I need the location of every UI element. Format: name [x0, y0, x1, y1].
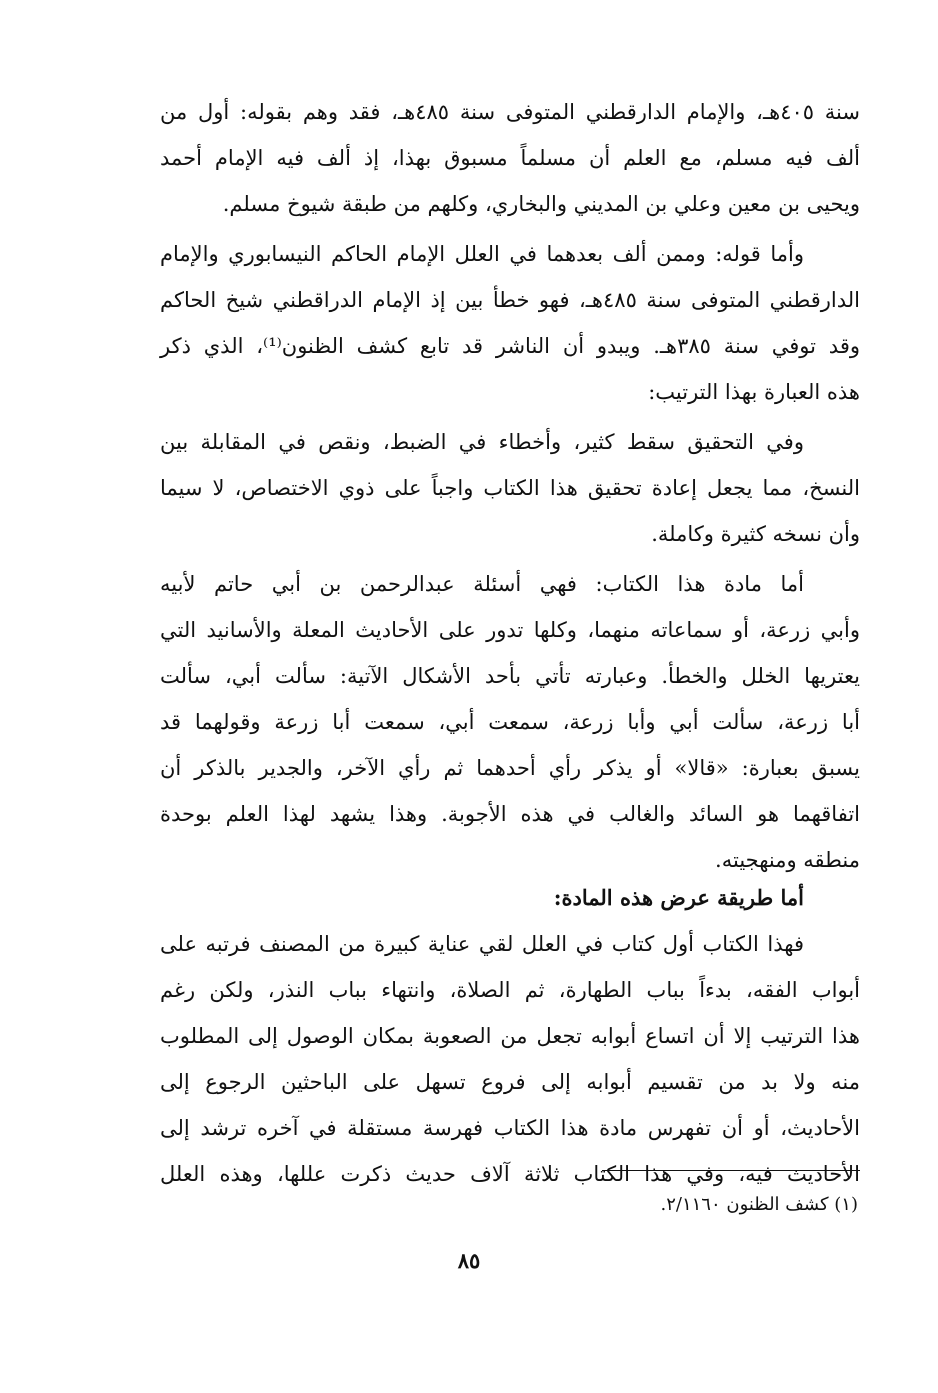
text-line: وأما قوله: وممن ألف بعدهما في العلل الإمام الحاكم النيسابوري والإمام: [160, 242, 804, 266]
text-line: ألف فيه مسلم، مع العلم أن مسلماً مسبوق بهذا، إذ ألف فيه الإمام أحمد: [160, 146, 860, 170]
quote-line: النسخ، مما يجعل إعادة تحقيق هذا الكتاب واجباً على ذوي الاختصاص، لا سيما: [160, 476, 860, 500]
text-line: أبا زرعة، سألت أبي وأبا زرعة، سمعت أبي، سمعت أبا زرعة وقولهما قد: [160, 710, 860, 734]
footnote-divider: [602, 1170, 860, 1171]
text-line: منطقه ومنهجيته.: [715, 848, 860, 872]
text-line: الأحاديث فيه، وفي هذا الكتاب ثلاثة آلاف حديث ذكرت عللها، وهذه العلل: [160, 1162, 860, 1186]
text-line: يسبق بعبارة: «قالا» أو يذكر رأي أحدهما ثم رأي الآخر، والجدير بالذكر أن: [160, 756, 860, 780]
text-line: أبواب الفقه، بدءاً بباب الطهارة، ثم الصلاة، وانتهاء بباب النذر، ولكن رغم: [160, 978, 860, 1002]
text-line: ويحيى بن معين وعلي بن المديني والبخاري، وكلهم من طبقة شيوخ مسلم.: [222, 192, 860, 216]
text-line: وأبي زرعة، أو سماعاته منهما، وكلها تدور على الأحاديث المعلة والأسانيد التي: [160, 618, 860, 642]
text-line: اتفاقهما هو السائد والغالب في هذه الأجوبة. وهذا يشهد لهذا العلم بوحدة: [160, 802, 860, 826]
text-line: هذه العبارة بهذا الترتيب:: [648, 380, 860, 404]
quote-line: وأن نسخه كثيرة وكاملة.: [651, 522, 860, 546]
text-line: فهذا الكتاب أول كتاب في العلل لقي عناية كبيرة من المصنف فرتبه على: [160, 932, 804, 956]
text-line: هذا الترتيب إلا أن اتساع أبوابه تجعل من الصعوبة بمكان الوصول إلى المطلوب: [160, 1024, 860, 1048]
text-line: الأحاديث، أو أن تفهرس مادة هذا الكتاب فهرسة مستقلة في آخره ترشد إلى: [160, 1116, 860, 1140]
text-line: منه ولا بد من تقسيم أبوابه إلى فروع تسهل على الباحثين الرجوع إلى: [160, 1070, 860, 1094]
text-line: سنة ٤٠٥هـ، والإمام الدارقطني المتوفى سنة ٤٨٥هـ، فقد وهم بقوله: أول من: [160, 100, 860, 124]
page-number: ٨٥: [457, 1248, 481, 1273]
text-line: وقد توفي سنة ٣٨٥هـ. ويبدو أن الناشر قد تابع كشف الظنون⁽¹⁾، الذي ذكر: [160, 334, 860, 358]
footnote: (١) كشف الظنون ٢/١١٦٠.: [660, 1194, 858, 1215]
quote-line: وفي التحقيق سقط كثير، وأخطاء في الضبط، ونقص في المقابلة بين: [160, 430, 804, 454]
section-heading: أما طريقة عرض هذه المادة:: [553, 885, 804, 910]
text-line: يعتريها الخلل والخطأ. وعبارته تأتي بأحد الأشكال الآتية: سألت أبي، سألت: [160, 664, 860, 688]
text-line: الدارقطني المتوفى سنة ٤٨٥هـ، فهو خطأ بين إذ الإمام الدراقطني شيخ الحاكم: [160, 288, 860, 312]
text-line: أما مادة هذا الكتاب: فهي أسئلة عبدالرحمن بن أبي حاتم لأبيه: [160, 572, 804, 596]
